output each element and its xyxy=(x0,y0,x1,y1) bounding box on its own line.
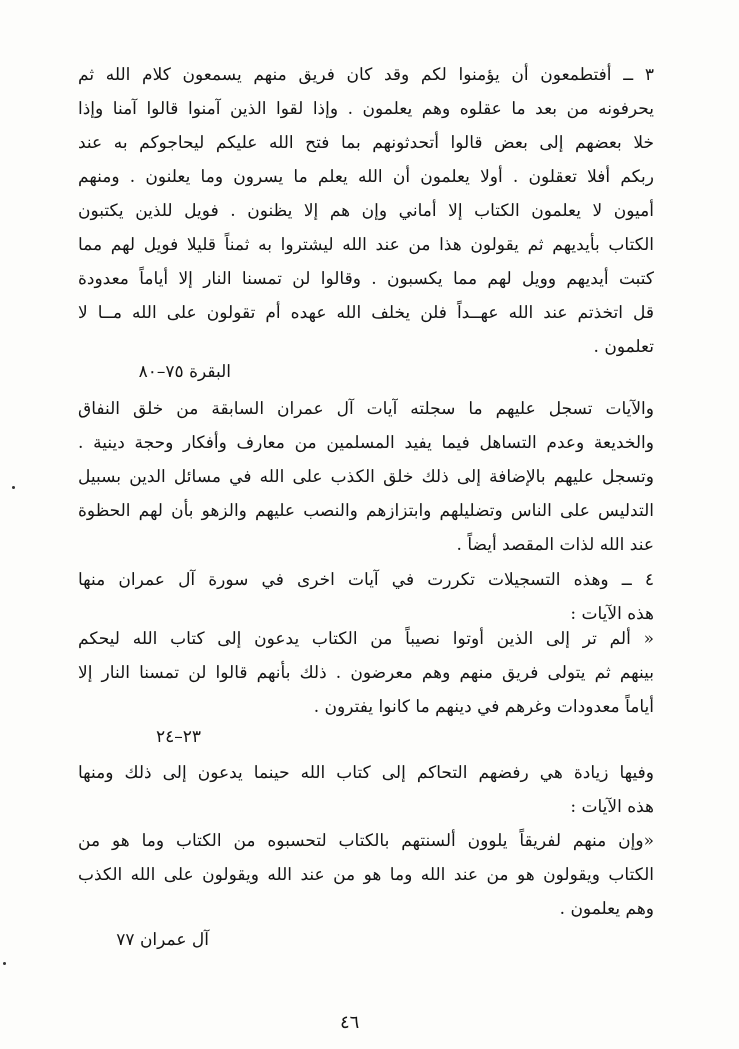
paragraph-1-line: قل اتخذتم عند الله عهــداً فلن يخلف الله عهده أم تقولون على الله مــا لا xyxy=(78,303,654,323)
paragraph-1-line: كتبت أيديهم وويل لهم مما يكسبون . وقالوا لن تمسنا النار إلا أياماً معدودة xyxy=(78,269,654,289)
paragraph-3-line: ٤ ــ وهذه التسجيلات تكررت في آيات اخرى في سورة آل عمران منها xyxy=(78,570,654,590)
page-number: ٤٦ xyxy=(340,1012,360,1033)
paragraph-6-quote xyxy=(78,824,654,926)
paragraph-3-line: هذه الآيات : xyxy=(570,604,654,624)
paragraph-1-line: أميون لا يعلمون الكتاب إلا أماني وإن هم إلا يظنون . فويل للذين يكتبون xyxy=(78,201,654,221)
paragraph-1 xyxy=(78,58,654,364)
paragraph-4-line: أياماً معدودات وغرهم في دينهم ما كانوا يفترون . xyxy=(313,697,654,717)
verse-reference: البقرة ٧٥–٨٠ xyxy=(138,362,231,382)
paragraph-2-line: والخديعة وعدم التساهل فيما يفيد المسلمين من معارف وأفكار وحجة دينية . xyxy=(78,433,654,453)
paragraph-1-line: يحرفونه من بعد ما عقلوه وهم يعلمون . وإذا لقوا الذين آمنوا قالوا آمنا وإذا xyxy=(78,99,654,119)
paragraph-1-line: خلا بعضهم إلى بعض قالوا أتحدثونهم بما فتح الله عليكم ليحاجوكم به عند xyxy=(78,133,654,153)
paragraph-2-line: عند الله لذات المقصد أيضاً . xyxy=(456,535,654,555)
paragraph-6-line: «وإن منهم لفريقاً يلوون ألسنتهم بالكتاب لتحسبوه من الكتاب وما هو من xyxy=(78,831,654,851)
paragraph-2-line: التدليس على الناس وتضليلهم وابتزازهم والنصب عليهم والزهو بأن لهم الحظوة xyxy=(78,501,654,521)
paragraph-6-line: وهم يعلمون . xyxy=(559,899,654,919)
paragraph-3 xyxy=(78,563,654,631)
paragraph-5 xyxy=(78,756,654,824)
paragraph-2-line: وتسجل عليهم بالإضافة إلى ذلك خلق الكذب على الله في مسائل الدين بسبيل xyxy=(78,467,654,487)
verse-reference: ٢٣–٢٤ xyxy=(155,727,201,747)
paragraph-4-line: « ألم تر إلى الذين أوتوا نصيباً من الكتاب يدعون إلى كتاب الله ليحكم xyxy=(78,629,654,649)
paragraph-2-line: والآيات تسجل عليهم ما سجلته آيات آل عمران السابقة من خلق النفاق xyxy=(78,399,654,419)
margin-speck xyxy=(3,962,6,965)
paragraph-1-line: الكتاب بأيديهم ثم يقولون هذا من عند الله ليشتروا به ثمناً قليلا فويل لهم مما xyxy=(78,235,654,255)
paragraph-4-line: بينهم ثم يتولى فريق منهم وهم معرضون . ذلك بأنهم قالوا لن تمسنا النار إلا xyxy=(78,663,654,683)
paragraph-2 xyxy=(78,392,654,562)
verse-reference: آل عمران ٧٧ xyxy=(116,930,209,950)
paragraph-1-line: ربكم أفلا تعقلون . أولا يعلمون أن الله يعلم ما يسرون وما يعلنون . ومنهم xyxy=(78,167,654,187)
paragraph-1-line: ٣ ــ أفتطمعون أن يؤمنوا لكم وقد كان فريق منهم يسمعون كلام الله ثم xyxy=(78,65,654,85)
paragraph-4-quote xyxy=(78,622,654,724)
paragraph-5-line: وفيها زيادة هي رفضهم التحاكم إلى كتاب الله حينما يدعون إلى ذلك ومنها xyxy=(78,763,654,783)
paragraph-1-line: تعلمون . xyxy=(593,337,654,357)
paragraph-5-line: هذه الآيات : xyxy=(570,797,654,817)
paragraph-6-line: الكتاب ويقولون هو من عند الله وما هو من عند الله ويقولون على الله الكذب xyxy=(78,865,654,885)
margin-speck xyxy=(12,486,15,489)
